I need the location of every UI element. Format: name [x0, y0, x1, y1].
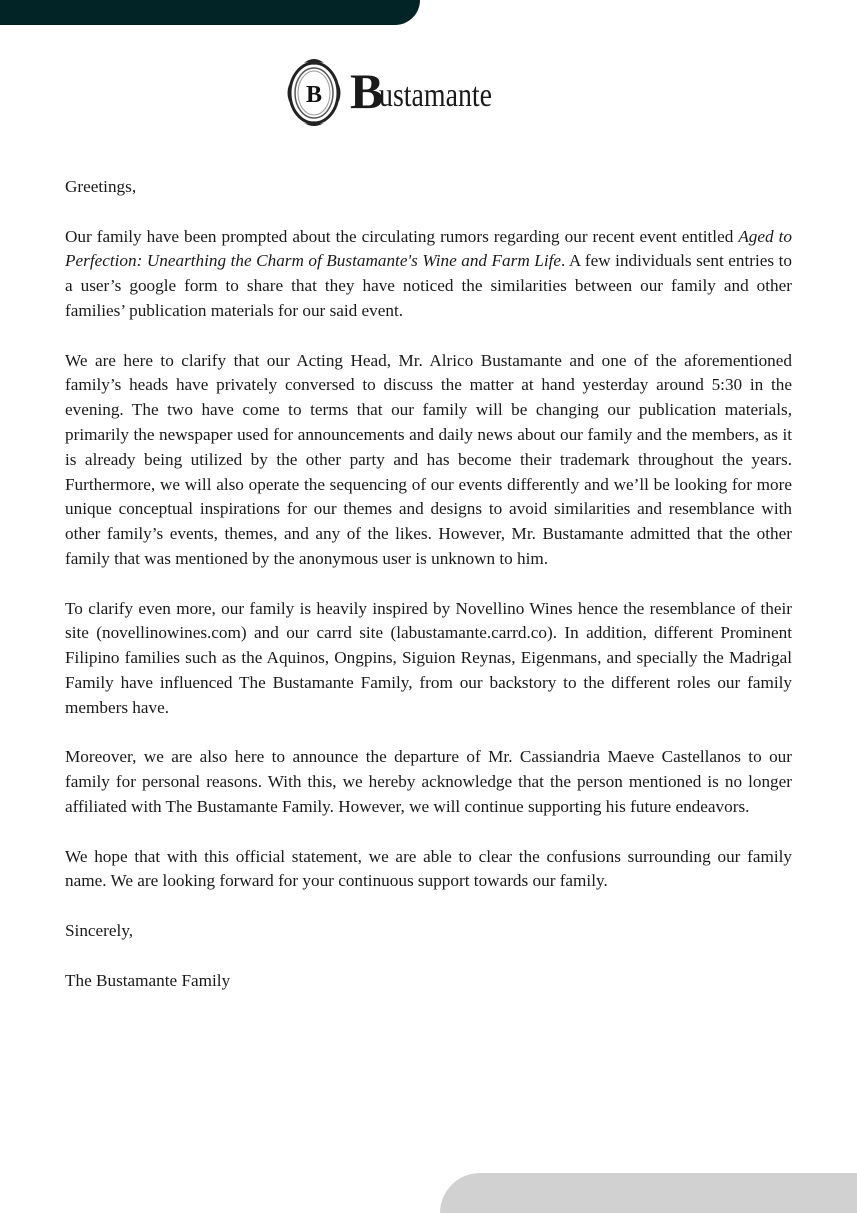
paragraph-inspiration: To clarify even more, our family is heavily inspired by Novellino Wines hence the resemblance of their site (novellinowines.com) and our carrd site (labustamante.carrd.co). In addition, different Prominent Filipino families such as the Aquinos, Ongpins, Siguion Reynas, Eigenmans, and specially the Madrigal Family have influenced The Bustamante Family, from our backstory to the different roles our family members have.: [65, 598, 792, 717]
brand-wordmark: [350, 63, 517, 119]
event-title: Aged to Perfection: Unearthing the Charm of Bustamante's Wine and Farm Life: [65, 226, 793, 271]
signature: The Bustamante Family: [65, 970, 231, 990]
greeting: Greetings,: [65, 177, 137, 196]
paragraph-clarification: We are here to clarify that our Acting Head, Mr. Alrico Bustamante and one of the aforementioned family’s heads have privately conversed to discuss the matter at hand yesterday around 5:30 in the evening. The two have come to terms that our family will be changing our publication materials, primarily the newspaper used for announcements and daily news about our family and the members, as it is already being utilized by the other party and has become their trademark throughout the years. Furthermore, we will also operate the sequencing of our events differently and we’ll be looking for more unique conceptual inspirations for our themes and designs to avoid similarities and resemblance with other family’s events, themes, and any of the likes. However, Mr. Bustamante admitted that the other family that was mentioned by the anonymous user is unknown to him.: [65, 350, 792, 568]
crest-frame-icon: [286, 55, 342, 127]
bottom-decorative-band: [440, 1173, 857, 1213]
closing-salutation: Sincerely,: [65, 920, 134, 940]
paragraph-rumors: Our family have been prompted about the circulating rumors regarding our recent event entitled Aged to Perfection: Unearthing the Charm of Bustamante's Wine and Farm Life. A few individuals sent entries to a user’s google form to share that they have noticed the similarities between our family and other families’ publication materials for our said event.: [65, 226, 793, 320]
paragraph-closing-hope: We hope that with this official statement, we are able to clear the confusions surrounding our family name. We are looking forward for your continuous support towards our family.: [65, 846, 792, 891]
letter-body: [65, 175, 792, 1018]
svg-text:B: B: [305, 82, 323, 108]
paragraph-departure: Moreover, we are also here to announce the departure of Mr. Cassiandria Maeve Castellanos to our family for personal reasons. With this, we hereby acknowledge that the person mentioned is no longer affiliated with The Bustamante Family. However, we will continue supporting his future endeavors.: [65, 747, 792, 816]
brand-initial: B: [350, 63, 382, 119]
top-decorative-band: [0, 0, 420, 25]
brand-logo: [286, 56, 517, 126]
brand-name: ustamante: [379, 77, 493, 114]
